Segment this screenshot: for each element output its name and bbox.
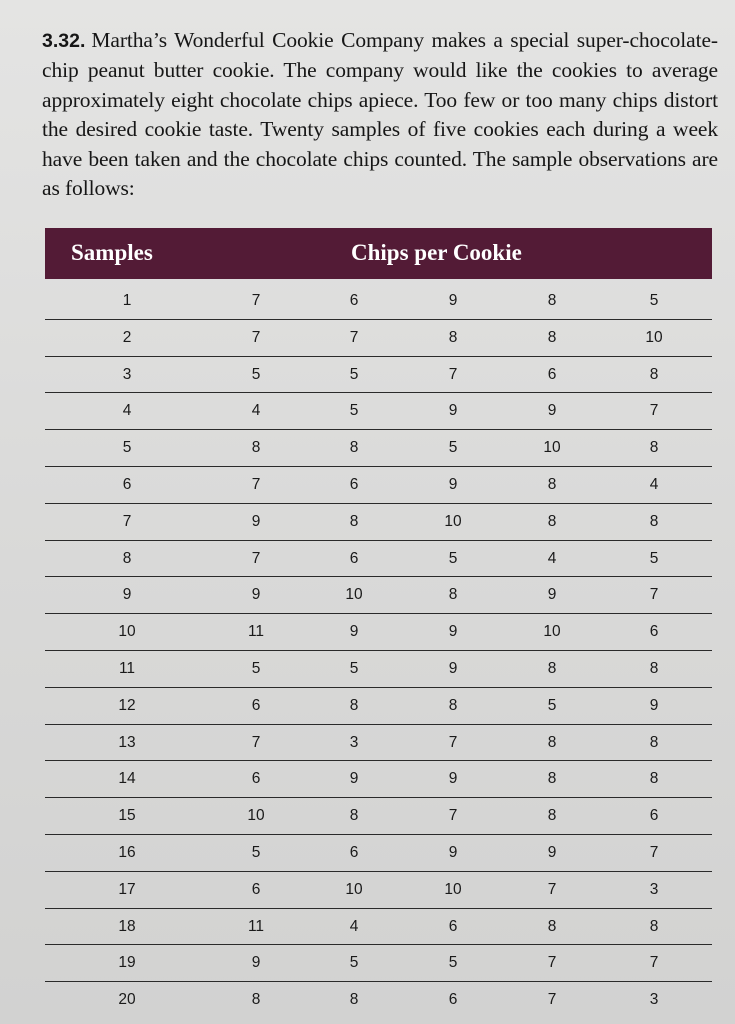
chip-count: 5 (251, 365, 261, 383)
chip-count: 8 (547, 659, 557, 677)
chip-count: 7 (649, 843, 659, 861)
chip-count: 8 (649, 733, 659, 751)
chip-count: 6 (448, 917, 458, 935)
chip-count: 5 (448, 549, 458, 567)
table-row (45, 761, 712, 798)
chip-count: 7 (448, 733, 458, 751)
sample-number: 1 (122, 292, 132, 309)
chip-count: 8 (547, 475, 557, 493)
sample-number: 9 (122, 586, 132, 604)
sample-number: 13 (118, 733, 136, 751)
chip-count: 8 (349, 696, 359, 714)
sample-number: 3 (122, 365, 132, 383)
table-row (45, 430, 712, 467)
chip-count: 5 (251, 843, 261, 861)
table-row (45, 357, 712, 394)
chip-count: 11 (247, 917, 265, 935)
chip-count: 7 (448, 807, 458, 825)
chip-count: 5 (649, 549, 659, 567)
sample-number: 15 (118, 807, 136, 825)
chip-count: 8 (547, 733, 557, 751)
chip-count: 9 (448, 623, 458, 641)
chip-count: 9 (547, 586, 557, 604)
problem-text: Martha’s Wonderful Cookie Company makes a special super-chocolate-chip peanut butter cookie. The company would like the cookies to average approximately eight chocolate chips apiece. Too few or too many chips distort the desired cookie taste. Twenty samples of five cookies each during a week have been taken and the chocolate chips counted. The sample observations are as follows: (42, 27, 718, 201)
chip-count: 5 (448, 439, 458, 457)
chip-count: 6 (349, 549, 359, 567)
chip-count: 7 (349, 328, 359, 346)
chip-count: 6 (349, 843, 359, 861)
chip-count: 10 (543, 439, 561, 457)
chips-table (45, 283, 712, 1019)
problem-statement (42, 26, 718, 205)
chip-count: 9 (448, 475, 458, 493)
chip-count: 11 (247, 623, 265, 641)
chip-count: 9 (649, 696, 659, 714)
sample-number: 5 (122, 439, 132, 457)
chip-count: 8 (547, 292, 557, 309)
chip-count: 6 (251, 880, 261, 898)
table-row (45, 504, 712, 541)
chip-count: 6 (649, 623, 659, 641)
chip-count: 7 (547, 880, 557, 898)
table-row (45, 688, 712, 725)
sample-number: 16 (118, 843, 136, 861)
table-row (45, 577, 712, 614)
chip-count: 8 (349, 807, 359, 825)
problem-number: 3.32. (42, 29, 86, 52)
chip-count: 5 (349, 954, 359, 972)
sample-number: 7 (122, 512, 132, 530)
chip-count: 5 (448, 954, 458, 972)
sample-number: 11 (118, 659, 136, 677)
chip-count: 5 (649, 292, 659, 309)
chip-count: 8 (448, 586, 458, 604)
chip-count: 8 (547, 807, 557, 825)
chip-count: 10 (345, 880, 363, 898)
chip-count: 10 (247, 807, 265, 825)
chip-count: 6 (251, 770, 261, 788)
table-row (45, 982, 712, 1019)
chip-count: 9 (448, 292, 458, 309)
chip-count: 6 (448, 991, 458, 1009)
table-row (45, 283, 712, 320)
chip-count: 7 (547, 991, 557, 1009)
table-row (45, 945, 712, 982)
sample-number: 8 (122, 549, 132, 567)
samples-column-header: Samples (71, 240, 153, 265)
chip-count: 9 (448, 659, 458, 677)
table-row (45, 835, 712, 872)
sample-number: 4 (122, 402, 132, 420)
table-row (45, 393, 712, 430)
chip-count: 5 (349, 402, 359, 420)
chip-count: 9 (448, 770, 458, 788)
chip-count: 8 (649, 770, 659, 788)
chip-count: 9 (251, 512, 261, 530)
chip-count: 7 (251, 475, 261, 493)
table-row (45, 651, 712, 688)
chip-count: 5 (547, 696, 557, 714)
table-row (45, 725, 712, 762)
sample-number: 2 (122, 328, 132, 346)
chip-count: 4 (649, 475, 659, 493)
chip-count: 9 (547, 843, 557, 861)
chip-count: 8 (547, 917, 557, 935)
sample-number: 6 (122, 475, 132, 493)
chip-count: 4 (251, 402, 261, 420)
chip-count: 5 (251, 659, 261, 677)
chip-count: 8 (251, 439, 261, 457)
chip-count: 10 (543, 623, 561, 641)
table-row (45, 614, 712, 651)
chip-count: 9 (448, 843, 458, 861)
chip-count: 9 (251, 954, 261, 972)
sample-number: 12 (118, 696, 136, 714)
chip-count: 6 (649, 807, 659, 825)
chip-count: 7 (251, 733, 261, 751)
table-row (45, 467, 712, 504)
chip-count: 8 (649, 917, 659, 935)
chip-count: 10 (444, 512, 462, 530)
chips-per-cookie-header: Chips per Cookie (351, 240, 522, 265)
table-row (45, 541, 712, 578)
chip-count: 6 (349, 292, 359, 309)
sample-number: 18 (118, 917, 136, 935)
chip-count: 8 (349, 512, 359, 530)
table-row (45, 320, 712, 357)
chip-count: 9 (349, 623, 359, 641)
chip-count: 8 (649, 659, 659, 677)
chip-count: 3 (649, 880, 659, 898)
chip-count: 3 (349, 733, 359, 751)
chip-count: 10 (444, 880, 462, 898)
chip-count: 3 (649, 991, 659, 1009)
chip-count: 7 (649, 954, 659, 972)
chip-count: 7 (251, 292, 261, 309)
chip-count: 10 (345, 586, 363, 604)
sample-number: 20 (118, 991, 136, 1009)
chip-count: 7 (649, 586, 659, 604)
chip-count: 7 (649, 402, 659, 420)
chip-count: 9 (547, 402, 557, 420)
chip-count: 7 (251, 328, 261, 346)
table-row (45, 798, 712, 835)
chip-count: 9 (448, 402, 458, 420)
chip-count: 5 (349, 659, 359, 677)
chip-count: 7 (251, 549, 261, 567)
chip-count: 6 (547, 365, 557, 383)
chip-count: 8 (349, 439, 359, 457)
chip-count: 4 (547, 549, 557, 567)
table-row (45, 872, 712, 909)
sample-number: 19 (118, 954, 136, 972)
chip-count: 7 (448, 365, 458, 383)
chip-count: 4 (349, 917, 359, 935)
table-header (45, 228, 712, 279)
chip-count: 8 (649, 439, 659, 457)
sample-number: 10 (118, 623, 136, 641)
chip-count: 6 (349, 475, 359, 493)
chip-count: 9 (251, 586, 261, 604)
chip-count: 8 (547, 512, 557, 530)
chip-count: 8 (448, 696, 458, 714)
chip-count: 8 (547, 328, 557, 346)
chip-count: 7 (547, 954, 557, 972)
chip-count: 10 (645, 328, 663, 346)
table-row (45, 909, 712, 946)
chip-count: 9 (349, 770, 359, 788)
sample-number: 14 (118, 770, 136, 788)
chip-count: 8 (649, 512, 659, 530)
chip-count: 5 (349, 365, 359, 383)
chip-count: 8 (448, 328, 458, 346)
chip-count: 6 (251, 696, 261, 714)
chip-count: 8 (251, 991, 261, 1009)
chip-count: 8 (349, 991, 359, 1009)
chip-count: 8 (547, 770, 557, 788)
sample-number: 17 (118, 880, 136, 898)
chip-count: 8 (649, 365, 659, 383)
